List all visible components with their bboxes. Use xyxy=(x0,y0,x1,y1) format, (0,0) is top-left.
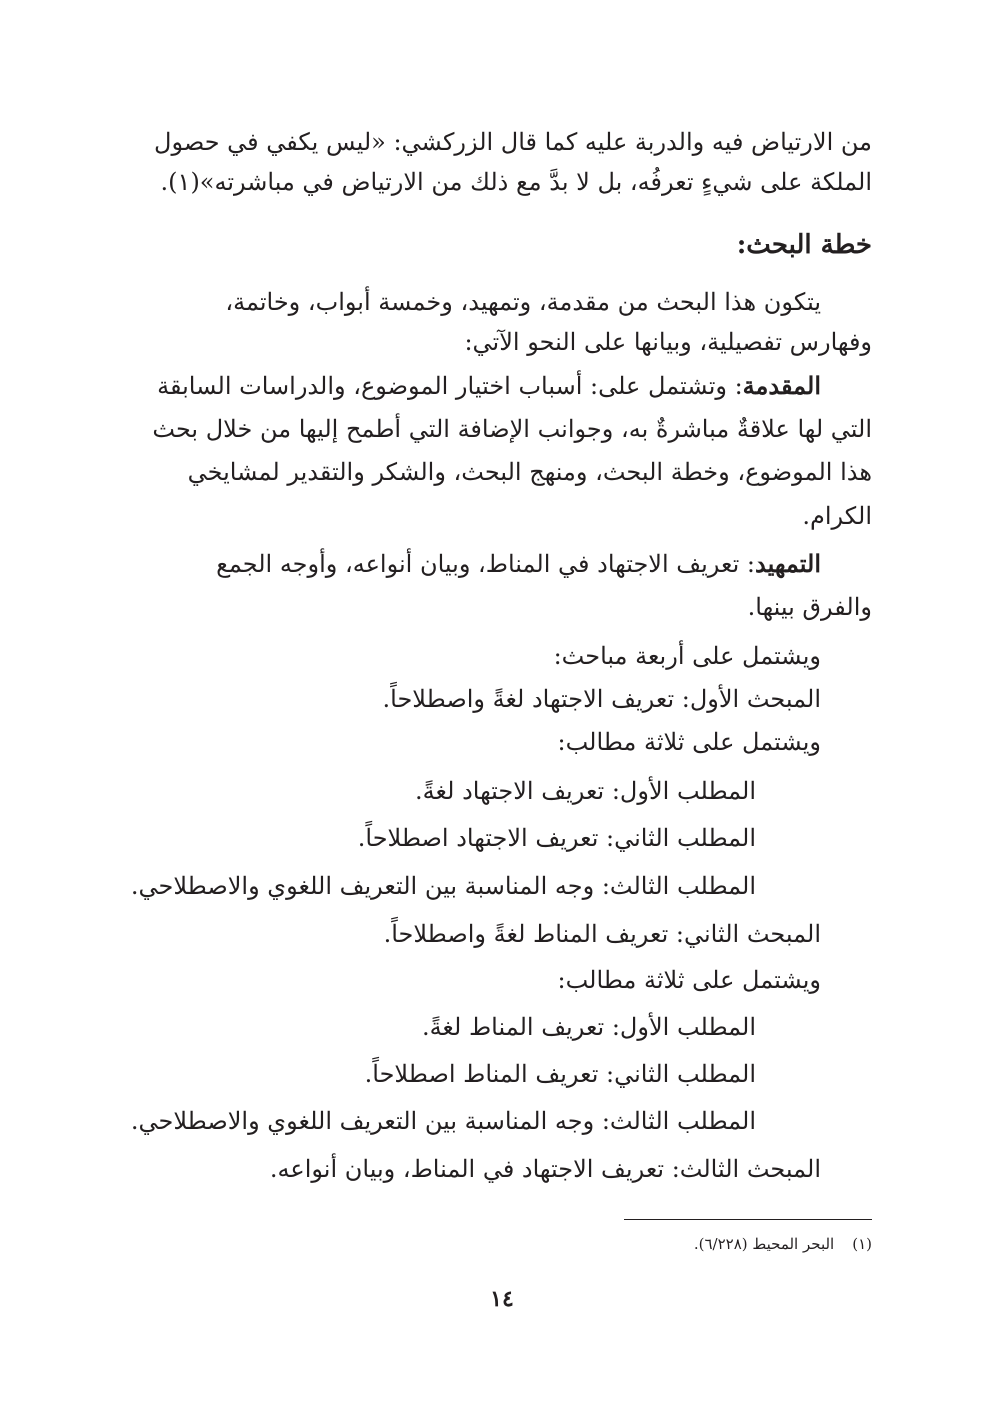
intro-text: : وتشتمل على: أسباب اختيار الموضوع، والدراسات السابقة xyxy=(157,372,743,400)
text-line: الكرام. xyxy=(802,502,872,530)
footnote-separator xyxy=(624,1219,872,1220)
text-line: ويشتمل على ثلاثة مطالب: xyxy=(557,728,821,756)
text-line: هذا الموضوع، وخطة البحث، ومنهج البحث، والشكر والتقدير لمشايخي xyxy=(187,458,872,486)
text-line: المبحث الثالث: تعريف الاجتهاد في المناط، وبيان أنواعه. xyxy=(269,1155,821,1183)
intro-label: المقدمة xyxy=(742,371,821,400)
text-line: المطلب الأول: تعريف المناط لغةً. xyxy=(421,1013,756,1041)
text-line xyxy=(157,366,821,406)
text-line xyxy=(216,544,821,584)
text-line: المطلب الثالث: وجه المناسبة بين التعريف اللغوي والاصطلاحي. xyxy=(130,1107,756,1135)
text-line: من الارتياض فيه والدربة عليه كما قال الزركشي: «ليس يكفي في حصول xyxy=(154,128,872,156)
text-line: وفهارس تفصيلية، وبيانها على النحو الآتي: xyxy=(464,328,872,356)
footnote-text: البحر المحيط (٦/٢٢٨). xyxy=(693,1235,835,1253)
text-line: المبحث الأول: تعريف الاجتهاد لغةً واصطلاحاً. xyxy=(382,685,821,713)
text-line: المبحث الثاني: تعريف المناط لغةً واصطلاحاً. xyxy=(383,920,821,948)
text-line: يتكون هذا البحث من مقدمة، وتمهيد، وخمسة أبواب، وخاتمة، xyxy=(225,288,821,316)
text-line: المطلب الأول: تعريف الاجتهاد لغةً. xyxy=(415,777,756,805)
text-line: المطلب الثاني: تعريف المناط اصطلاحاً. xyxy=(364,1060,756,1088)
text-line: والفرق بينها. xyxy=(747,593,872,621)
text-line: ويشتمل على أربعة مباحث: xyxy=(553,642,821,670)
tamhid-label: التمهيد xyxy=(755,549,821,578)
footnote-number: (١) xyxy=(852,1235,872,1253)
text-line: المطلب الثالث: وجه المناسبة بين التعريف اللغوي والاصطلاحي. xyxy=(130,872,756,900)
text-line: المطلب الثاني: تعريف الاجتهاد اصطلاحاً. xyxy=(357,824,756,852)
text-line: التي لها علاقةٌ مباشرةٌ به، وجوانب الإضافة التي أطمح إليها من خلال بحث xyxy=(152,415,872,443)
section-heading: خطة البحث: xyxy=(736,230,872,260)
tamhid-text: : تعريف الاجتهاد في المناط، وبيان أنواعه، وأوجه الجمع xyxy=(216,550,755,578)
text-line: الملكة على شيءٍ تعرفُه، بل لا بدَّ مع ذلك من الارتياض في مباشرته»(١). xyxy=(160,168,872,196)
text-line: ويشتمل على ثلاثة مطالب: xyxy=(557,966,821,994)
footnote xyxy=(694,1233,872,1255)
page-number: ١٤ xyxy=(490,1286,514,1312)
